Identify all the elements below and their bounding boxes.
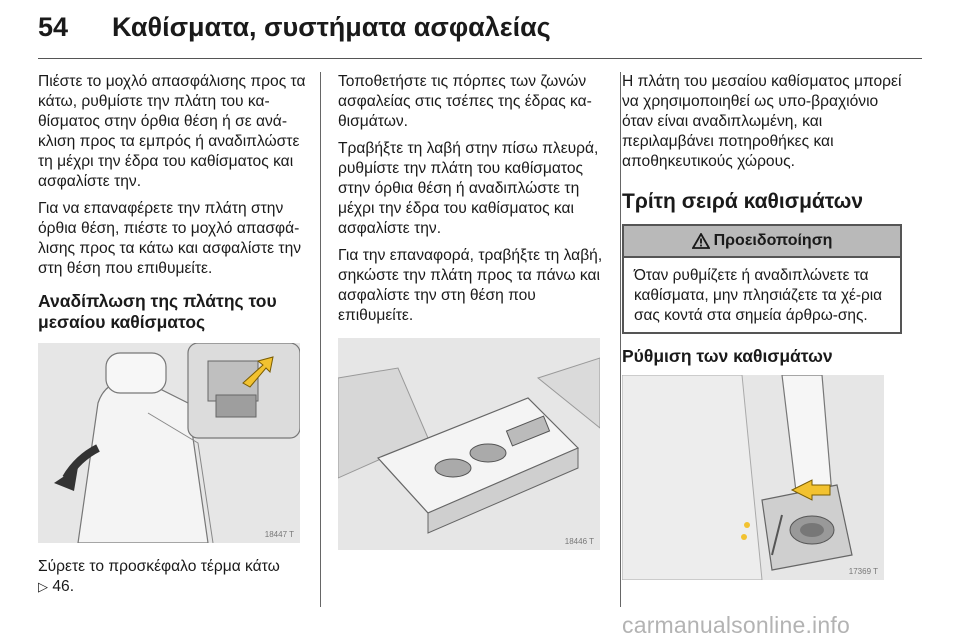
armrest-illustration bbox=[338, 338, 600, 550]
chapter-title: Καθίσματα, συστήματα ασφαλείας bbox=[112, 12, 551, 42]
column-2 bbox=[338, 72, 606, 550]
figure-armrest bbox=[338, 338, 600, 550]
heading-fold-middle-seat: Αναδίπλωση της πλάτης του μεσαίου καθίσματος bbox=[38, 291, 277, 332]
page-ref: 46. bbox=[52, 578, 75, 595]
warning-header bbox=[624, 226, 900, 258]
paragraph-headrest bbox=[38, 557, 306, 597]
page-number: 54 bbox=[38, 12, 69, 42]
headrest-text: Σύρετε το προσκέφαλο τέρμα κάτω bbox=[38, 558, 280, 575]
figure-third-row bbox=[622, 375, 884, 580]
page-ref-arrow-icon: ▷ bbox=[38, 579, 48, 594]
seat-fold-illustration bbox=[38, 343, 300, 543]
figure-code: 17369 T bbox=[848, 567, 878, 576]
warning-body bbox=[624, 258, 900, 332]
column-1 bbox=[38, 72, 306, 604]
paragraph-armrest-use: Η πλάτη του μεσαίου καθίσματος μπορεί να χρησιμοποιηθεί ως υπο-βραχιόνιο όταν είναι αναδιπλωμένη, και περιλαμβάνει ποτηροθήκες και αποθηκευτικούς χώρους. bbox=[622, 73, 902, 170]
paragraph-restore: Για την επαναφορά, τραβήξτε τη λαβή, σηκώστε την πλάτη προς τα πάνω και ασφαλίστε την στη θέση που επιθυμείτε. bbox=[338, 247, 603, 324]
header-divider bbox=[38, 58, 922, 59]
figure-code: 18447 T bbox=[264, 530, 294, 539]
column-divider-1 bbox=[320, 72, 321, 607]
paragraph-return-upright: Για να επαναφέρετε την πλάτη στην όρθια θέση, πιέστε το μοχλό απασφά-λισης προς τα κάτω και ασφαλίστε την στη θέση που επιθυμείτε. bbox=[38, 200, 302, 277]
watermark: carmanualsonline.info bbox=[622, 612, 850, 638]
page-header bbox=[0, 0, 960, 62]
figure-seat-fold bbox=[38, 343, 300, 543]
warning-box bbox=[622, 224, 902, 334]
column-3 bbox=[622, 72, 902, 580]
heading-seat-adjust: Ρύθμιση των καθισμάτων bbox=[622, 346, 833, 366]
paragraph-buckles: Τοποθετήστε τις πόρπες των ζωνών ασφαλείας στις τσέπες της έδρας κα-θισμάτων. bbox=[338, 73, 592, 130]
paragraph-pull-handle: Τραβήξτε τη λαβή στην πίσω πλευρά, ρυθμίστε την πλάτη του καθίσματος στην όρθια θέση ή αναδιπλώστε τη μέχρι την έδρα του καθίσματος και ασφαλίστε την. bbox=[338, 140, 599, 237]
warning-title: Προειδοποίηση bbox=[713, 232, 833, 249]
paragraph-release-lever: Πιέστε το μοχλό απασφάλισης προς τα κάτω, ρυθμίστε την πλάτη του κα-θίσματος στην όρθια θέση ή σε ανά-κλιση προς τα εμπρός ή αναδιπλώστε τη μέχρι την έδρα του καθίσματος και ασφαλίστε την. bbox=[38, 73, 306, 190]
figure-code: 18446 T bbox=[564, 537, 594, 546]
warning-triangle-icon bbox=[692, 233, 710, 249]
warning-text: Όταν ρυθμίζετε ή αναδιπλώνετε τα καθίσματα, μην πλησιάζετε τα χέ-ρια σας κοντά στα σημεία άρθρω-σης. bbox=[634, 267, 883, 324]
column-divider-2 bbox=[620, 72, 621, 607]
heading-third-row: Τρίτη σειρά καθισμάτων bbox=[622, 190, 864, 213]
third-row-illustration bbox=[622, 375, 884, 580]
